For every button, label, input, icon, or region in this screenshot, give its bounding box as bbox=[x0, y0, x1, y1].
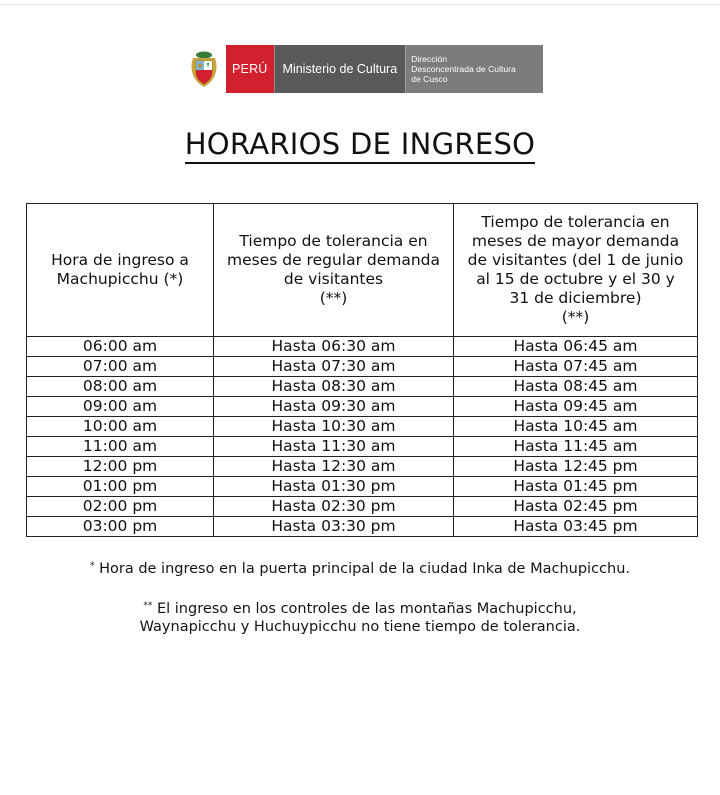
regular-tolerance-cell: Hasta 12:30 am bbox=[214, 457, 454, 477]
directorate-line-3: de Cusco bbox=[411, 74, 448, 84]
entry-time-cell: 10:00 am bbox=[27, 417, 214, 437]
table-row bbox=[27, 337, 698, 357]
regular-tolerance-cell: Hasta 01:30 pm bbox=[214, 477, 454, 497]
regular-tolerance-cell: Hasta 09:30 am bbox=[214, 397, 454, 417]
regular-tolerance-cell: Hasta 08:30 am bbox=[214, 377, 454, 397]
directorate-line-2: Desconcentrada de Cultura bbox=[411, 64, 516, 74]
header-entry-time: Hora de ingreso a Machupicchu (*) bbox=[27, 204, 214, 337]
page-title bbox=[0, 127, 720, 161]
footnote-2-marker: ** bbox=[143, 601, 153, 611]
table-row bbox=[27, 397, 698, 417]
entry-time-cell: 07:00 am bbox=[27, 357, 214, 377]
entry-time-cell: 09:00 am bbox=[27, 397, 214, 417]
directorate-label bbox=[405, 45, 543, 93]
peru-coat-of-arms-icon bbox=[186, 45, 222, 93]
table-row bbox=[27, 357, 698, 377]
entry-time-cell: 02:00 pm bbox=[27, 497, 214, 517]
entry-time-cell: 08:00 am bbox=[27, 377, 214, 397]
entry-time-cell: 01:00 pm bbox=[27, 477, 214, 497]
regular-tolerance-cell: Hasta 10:30 am bbox=[214, 417, 454, 437]
peak-tolerance-cell: Hasta 02:45 pm bbox=[454, 497, 698, 517]
table-row bbox=[27, 457, 698, 477]
peak-tolerance-cell: Hasta 11:45 am bbox=[454, 437, 698, 457]
footnote-2-line-1: El ingreso en los controles de las montañas Machupicchu, bbox=[156, 601, 577, 617]
footnote-1 bbox=[0, 557, 720, 578]
schedule-table bbox=[26, 203, 698, 537]
regular-tolerance-cell: Hasta 02:30 pm bbox=[214, 497, 454, 517]
entry-time-cell: 11:00 am bbox=[27, 437, 214, 457]
peak-tolerance-cell: Hasta 08:45 am bbox=[454, 377, 698, 397]
peak-tolerance-cell: Hasta 06:45 am bbox=[454, 337, 698, 357]
peru-label: PERÚ bbox=[226, 45, 274, 93]
ministry-label: Ministerio de Cultura bbox=[274, 45, 406, 93]
table-row bbox=[27, 477, 698, 497]
peak-tolerance-cell: Hasta 07:45 am bbox=[454, 357, 698, 377]
footnote-2-line-2: Waynapicchu y Huchuypicchu no tiene tiempo de tolerancia. bbox=[139, 619, 581, 635]
peak-tolerance-cell: Hasta 10:45 am bbox=[454, 417, 698, 437]
table-row bbox=[27, 517, 698, 537]
entry-time-cell: 03:00 pm bbox=[27, 517, 214, 537]
ministry-logo-banner bbox=[186, 45, 543, 93]
regular-tolerance-cell: Hasta 03:30 pm bbox=[214, 517, 454, 537]
regular-tolerance-cell: Hasta 07:30 am bbox=[214, 357, 454, 377]
entry-time-cell: 12:00 pm bbox=[27, 457, 214, 477]
peak-tolerance-cell: Hasta 03:45 pm bbox=[454, 517, 698, 537]
directorate-line-1: Dirección bbox=[411, 54, 447, 64]
footnote-1-marker: * bbox=[89, 561, 95, 571]
footnote-2 bbox=[0, 597, 720, 636]
regular-tolerance-cell: Hasta 11:30 am bbox=[214, 437, 454, 457]
regular-tolerance-cell: Hasta 06:30 am bbox=[214, 337, 454, 357]
page-title-text: HORARIOS DE INGRESO bbox=[185, 127, 536, 164]
footnote-1-text: Hora de ingreso en la puerta principal de la ciudad Inka de Machupicchu. bbox=[99, 561, 630, 577]
table-row bbox=[27, 437, 698, 457]
table-row bbox=[27, 497, 698, 517]
peak-tolerance-cell: Hasta 09:45 am bbox=[454, 397, 698, 417]
peak-tolerance-cell: Hasta 12:45 pm bbox=[454, 457, 698, 477]
peak-tolerance-cell: Hasta 01:45 pm bbox=[454, 477, 698, 497]
entry-time-cell: 06:00 am bbox=[27, 337, 214, 357]
header-regular-tolerance: Tiempo de tolerancia en meses de regular demanda de visitantes (**) bbox=[214, 204, 454, 337]
table-header-row bbox=[27, 204, 698, 337]
table-row bbox=[27, 417, 698, 437]
top-divider bbox=[0, 4, 720, 5]
header-peak-tolerance: Tiempo de tolerancia en meses de mayor demanda de visitantes (del 1 de junio al 15 de octubre y el 30 y 31 de diciembre) (**) bbox=[454, 204, 698, 337]
table-row bbox=[27, 377, 698, 397]
